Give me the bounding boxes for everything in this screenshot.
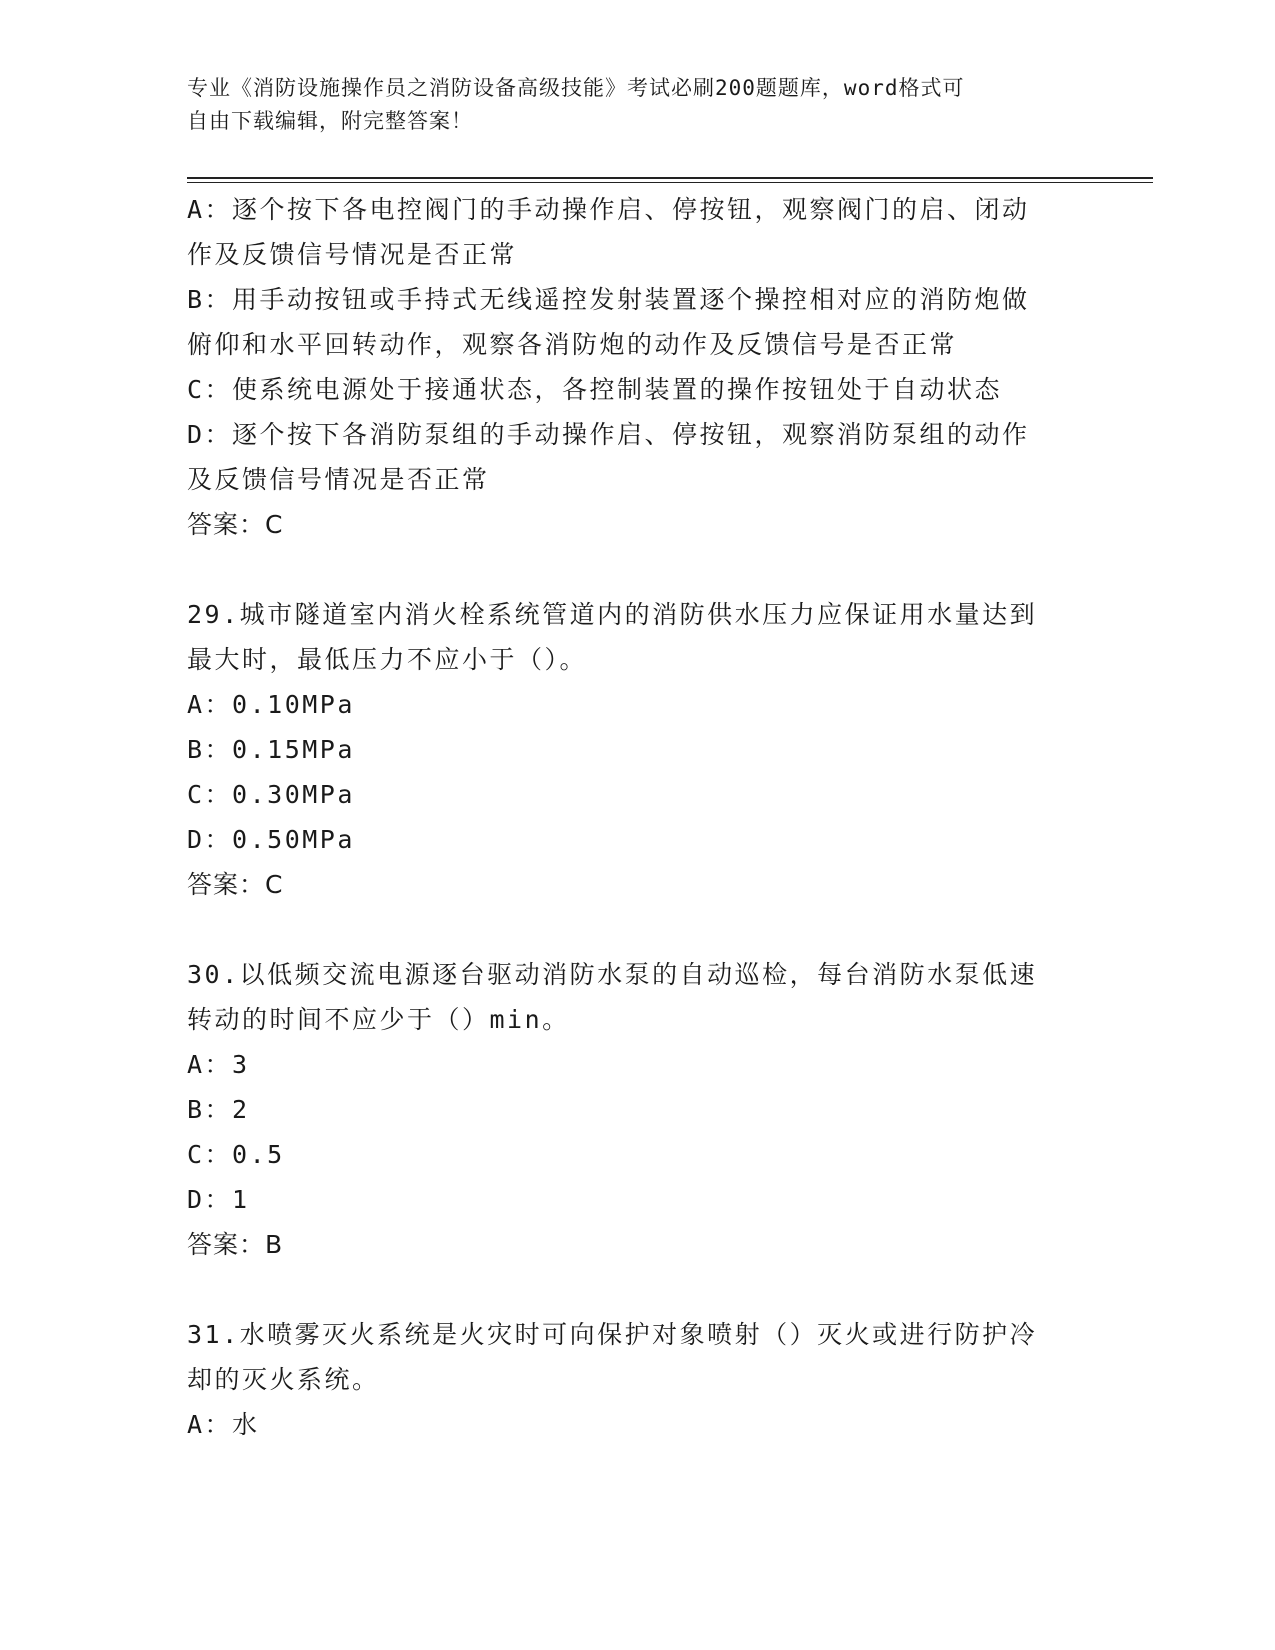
option-a — [187, 187, 1077, 277]
option-line: 俯仰和水平回转动作，观察各消防炮的动作及反馈信号是否正常 — [187, 330, 958, 359]
spacer — [187, 547, 1077, 592]
answer-label: 答案：C — [187, 870, 284, 899]
option-c — [187, 367, 1077, 412]
answer-label: 答案：C — [187, 510, 284, 539]
spacer — [187, 1267, 1077, 1312]
option-a: A：0.10MPa — [187, 690, 355, 719]
question-stem: 29.城市隧道室内消火栓系统管道内的消防供水压力应保证用水量达到 — [187, 600, 1038, 629]
question-stem: 却的灭火系统。 — [187, 1365, 380, 1394]
header-line-1: 专业《消防设施操作员之消防设备高级技能》考试必刷200题题库，word格式可 — [187, 76, 965, 100]
header-divider-thick — [187, 177, 1153, 179]
option-a: A：水 — [187, 1410, 260, 1439]
option-line: D：逐个按下各消防泵组的手动操作启、停按钮，观察消防泵组的动作 — [187, 420, 1030, 449]
option-d: D：1 — [187, 1185, 250, 1214]
answer-label: 答案：B — [187, 1230, 284, 1259]
document-header — [187, 72, 1067, 138]
header-divider-thin — [187, 182, 1153, 183]
option-b: B：2 — [187, 1095, 250, 1124]
option-b — [187, 277, 1077, 367]
question-stem: 最大时，最低压力不应小于（）。 — [187, 645, 588, 674]
option-c: C：0.30MPa — [187, 780, 355, 809]
question-stem: 转动的时间不应少于（）min。 — [187, 1005, 570, 1034]
option-c: C：0.5 — [187, 1140, 285, 1169]
question-29 — [187, 592, 1077, 907]
option-line: 及反馈信号情况是否正常 — [187, 465, 490, 494]
question-31 — [187, 1312, 1077, 1447]
option-line: A：逐个按下各电控阀门的手动操作启、停按钮，观察阀门的启、闭动 — [187, 195, 1030, 224]
option-line: B：用手动按钮或手持式无线遥控发射装置逐个操控相对应的消防炮做 — [187, 285, 1030, 314]
question-content — [187, 187, 1077, 1447]
question-stem: 30.以低频交流电源逐台驱动消防水泵的自动巡检，每台消防水泵低速 — [187, 960, 1038, 989]
option-line: C：使系统电源处于接通状态，各控制装置的操作按钮处于自动状态 — [187, 375, 1003, 404]
header-line-2: 自由下载编辑，附完整答案！ — [187, 109, 473, 133]
prev-question — [187, 187, 1077, 547]
spacer — [187, 907, 1077, 952]
option-d: D：0.50MPa — [187, 825, 355, 854]
question-30 — [187, 952, 1077, 1267]
option-d — [187, 412, 1077, 502]
option-line: 作及反馈信号情况是否正常 — [187, 240, 518, 269]
option-a: A：3 — [187, 1050, 250, 1079]
question-stem: 31.水喷雾灭火系统是火灾时可向保护对象喷射（）灭火或进行防护冷 — [187, 1320, 1038, 1349]
option-b: B：0.15MPa — [187, 735, 355, 764]
